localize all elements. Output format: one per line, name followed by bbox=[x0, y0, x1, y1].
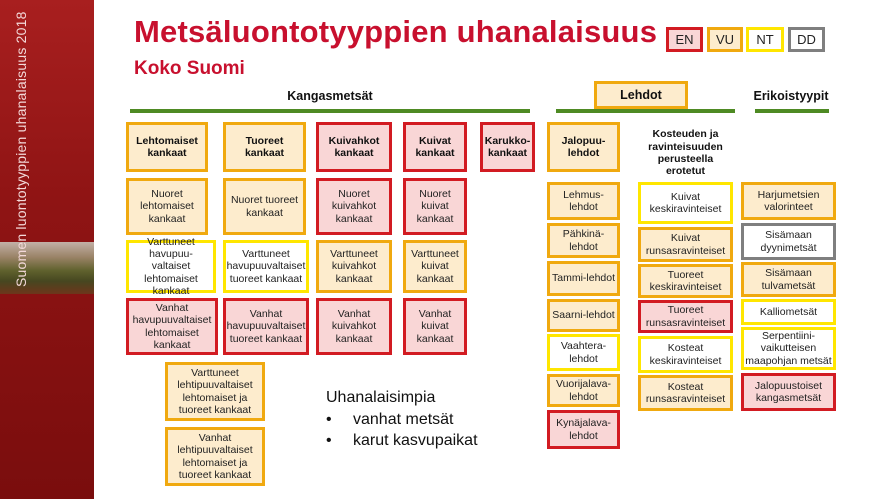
box-serpentiinivaikutteisen-maapohjan-metsat: Serpentiini-vaikutteisen maapohjan metsät bbox=[741, 327, 836, 370]
box-nuoret-kuivahkot: Nuoret kuivahkot kankaat bbox=[316, 178, 392, 235]
legend-dd: DD bbox=[788, 27, 825, 52]
box-vanhat-kuivahkot: Vanhat kuivahkot kankaat bbox=[316, 298, 392, 355]
box-kalliometsat: Kalliometsät bbox=[741, 299, 836, 325]
box-tammilehdot: Tammi-lehdot bbox=[547, 261, 620, 296]
box-kuivat-runsasravinteiset: Kuivat runsasravinteiset bbox=[638, 227, 733, 262]
box-kuivat-keskiravinteiset: Kuivat keskiravinteiset bbox=[638, 182, 733, 224]
section-header-kangasmetsat: Kangasmetsät bbox=[287, 89, 373, 103]
header-kosteus-ravinteisuus: Kosteuden ja ravinteisuuden perusteella erotetut bbox=[648, 128, 723, 178]
note-item-text: vanhat metsät bbox=[353, 411, 454, 428]
header-lehtomaiset-kankaat: Lehtomaiset kankaat bbox=[126, 122, 208, 172]
section-divider-erikoistyypit bbox=[755, 109, 829, 113]
box-nuoret-tuoreet: Nuoret tuoreet kankaat bbox=[223, 178, 306, 235]
section-divider-kangasmetsat bbox=[130, 109, 530, 113]
page-title: Metsäluontotyyppien uhanalaisuus bbox=[134, 14, 658, 49]
box-nuoret-lehtomaiset: Nuoret lehtomaiset kankaat bbox=[126, 178, 208, 235]
box-vanhat-havupuu-tuoreet: Vanhat havupuuvaltaiset tuoreet kankaat bbox=[223, 298, 309, 355]
section-divider-lehdot bbox=[556, 109, 735, 113]
box-vanhat-kuivat: Vanhat kuivat kankaat bbox=[403, 298, 467, 355]
box-vanhat-havupuu-lehtomaiset: Vanhat havupuuvaltaiset lehtomaiset kankaat bbox=[126, 298, 218, 355]
box-kynajalavalehdot: Kynäjalava-lehdot bbox=[547, 410, 620, 449]
note-item: • karut kasvupaikat bbox=[326, 432, 478, 449]
box-varttuneet-lehtipuu: Varttuneet lehtipuuvaltaiset lehtomaiset ja tuoreet kankaat bbox=[165, 362, 265, 421]
legend-vu: VU bbox=[707, 27, 743, 52]
box-pahkinalehdot: Pähkinä-lehdot bbox=[547, 223, 620, 258]
box-kosteat-runsasravinteiset: Kosteat runsasravinteiset bbox=[638, 375, 733, 411]
header-jalopuulehdot: Jalopuu-lehdot bbox=[547, 122, 620, 172]
box-saarnilehdot: Saarni-lehdot bbox=[547, 299, 620, 332]
box-varttuneet-havupuu-lehtomaiset: Varttuneet havupuu-valtaiset lehtomaiset kankaat bbox=[126, 240, 216, 293]
sidebar-vertical-text: Suomen luontotyyppien uhanalaisuus 2018 bbox=[13, 11, 29, 287]
sidebar-banner bbox=[0, 0, 94, 499]
box-nuoret-kuivat: Nuoret kuivat kankaat bbox=[403, 178, 467, 235]
box-varttuneet-havupuu-tuoreet: Varttuneet havupuuvaltaiset tuoreet kankaat bbox=[223, 240, 309, 293]
box-lehmuslehdot: Lehmus-lehdot bbox=[547, 182, 620, 220]
box-jalopuustoiset-kangasmetsat: Jalopuustoiset kangasmetsät bbox=[741, 373, 836, 411]
box-tuoreet-keskiravinteiset: Tuoreet keskiravinteiset bbox=[638, 264, 733, 298]
box-tuoreet-runsasravinteiset: Tuoreet runsasravinteiset bbox=[638, 300, 733, 333]
box-harjumetsien-valorinteet: Harjumetsien valorinteet bbox=[741, 182, 836, 220]
section-header-erikoistyypit: Erikoistyypit bbox=[753, 89, 829, 103]
box-sisamaan-tulvametsat: Sisämaan tulvametsät bbox=[741, 262, 836, 297]
header-karukkokankaat: Karukko-kankaat bbox=[480, 122, 535, 172]
legend-nt: NT bbox=[746, 27, 784, 52]
box-vanhat-lehtipuu: Vanhat lehtipuuvaltaiset lehtomaiset ja tuoreet kankaat bbox=[165, 427, 265, 486]
page-subtitle: Koko Suomi bbox=[134, 58, 245, 79]
header-kuivahkot-kankaat: Kuivahkot kankaat bbox=[316, 122, 392, 172]
note-title: Uhanalaisimpia bbox=[326, 389, 436, 406]
box-sisamaan-dyynimetsat: Sisämaan dyynimetsät bbox=[741, 223, 836, 260]
box-vuorijalavalehdot: Vuorijalava-lehdot bbox=[547, 374, 620, 407]
box-varttuneet-kuivat: Varttuneet kuivat kankaat bbox=[403, 240, 467, 293]
section-header-lehdot: Lehdot bbox=[594, 81, 688, 109]
box-kosteat-keskiravinteiset: Kosteat keskiravinteiset bbox=[638, 336, 733, 373]
header-kuivat-kankaat: Kuivat kankaat bbox=[403, 122, 467, 172]
note-item: • vanhat metsät bbox=[326, 411, 454, 428]
box-varttuneet-kuivahkot: Varttuneet kuivahkot kankaat bbox=[316, 240, 392, 293]
legend-en: EN bbox=[666, 27, 703, 52]
box-vaahteralehdot: Vaahtera-lehdot bbox=[547, 334, 620, 371]
note-item-text: karut kasvupaikat bbox=[353, 432, 478, 449]
header-tuoreet-kankaat: Tuoreet kankaat bbox=[223, 122, 306, 172]
